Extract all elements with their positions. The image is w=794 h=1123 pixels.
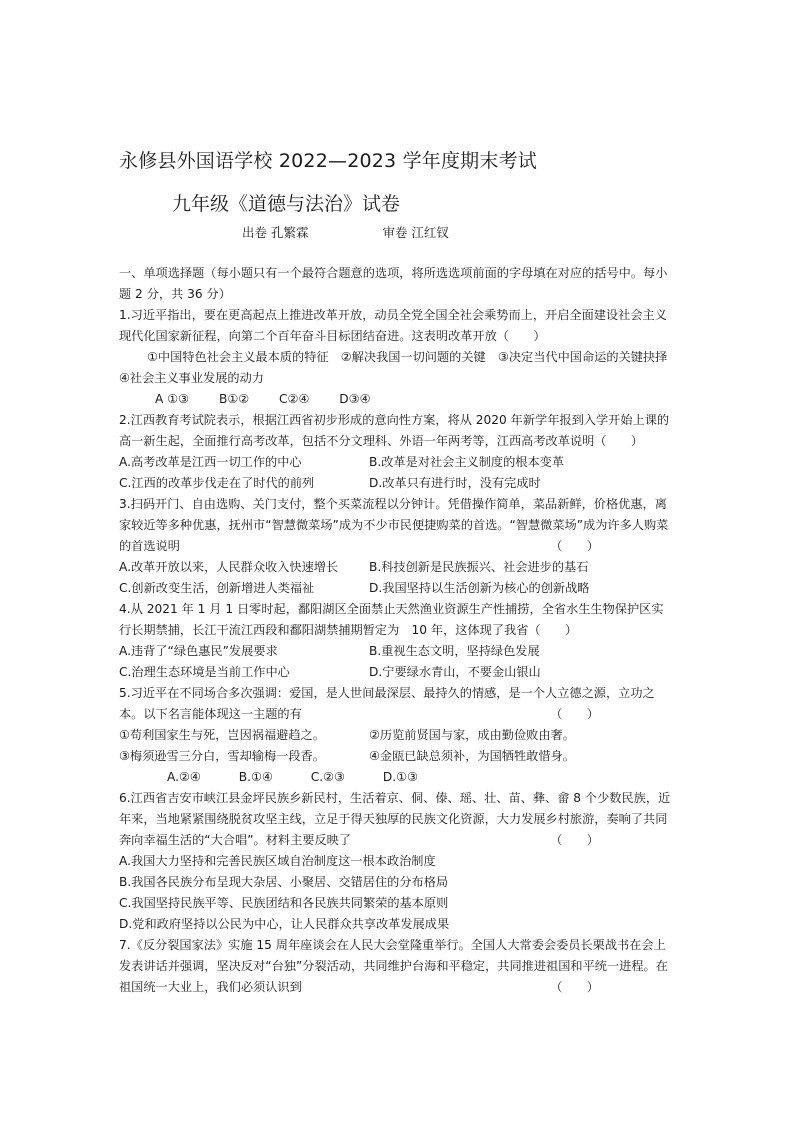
question-4-options-row2 xyxy=(119,662,675,683)
option-a: A.违背了“绿色惠民”发展要求 xyxy=(119,644,278,658)
choice-b: B①② xyxy=(218,392,250,406)
statement-2: ②历览前贤国与家，成由勤俭败由奢。 xyxy=(369,728,575,742)
option-a: A.我国大力坚持和完善民族区域自治制度这一根本政治制度 xyxy=(119,854,436,868)
answer-bracket: （ ） xyxy=(550,980,599,994)
answer-bracket: （ ） xyxy=(550,539,599,553)
choice-d: D③④ xyxy=(339,392,371,406)
reviewer-label: 审卷 江红钗 xyxy=(382,225,449,240)
question-5-choices xyxy=(119,767,675,788)
question-4-options-row1 xyxy=(119,641,675,662)
choice-b: B.①④ xyxy=(238,770,273,784)
answer-bracket: （ ） xyxy=(550,833,599,847)
question-1-stem: 1.习近平指出，要在更高起点上推进改革开放，动员全党全国全社会乘势而上，开启全面建设社会主义现代化国家新征程，向第二个百年奋斗目标团结奋进。这表明改革开放（ ） xyxy=(119,308,667,343)
question-4-stem: 4.从 2021 年 1 月 1 日零时起，鄱阳湖区全面禁止天然渔业资源生产性捕捞，全省水生生物保护区实行长期禁捕，长江干流江西段和鄱阳湖禁捕期暂定为 10 年，这体现了我省（ ） xyxy=(119,602,664,637)
answer-bracket: （ ） xyxy=(550,707,599,721)
option-b: B.改革是对社会主义制度的根本变革 xyxy=(369,455,565,469)
question-6-stem: 6.江西省吉安市峡江县金坪民族乡新民村，生活着京、侗、傣、瑶、壮、苗、彝、畲 8 个少数民族，近年来，当地紧紧围绕脱贫攻坚主线，立足于得天独厚的民族文化资源，大力发展乡村旅游，奏响了共同奔向幸福生活的“大合唱”。材料主要反映了 （ ） xyxy=(119,788,675,851)
question-5-statements-row2 xyxy=(119,746,675,767)
question-2-stem: 2.江西教育考试院表示，根据江西省初步形成的意向性方案，将从 2020 年新学年报到入学开始上课的高一新生起，全面推行高考改革，包括不分文理科、外语一年两考等，江西高考改革说明（ ） xyxy=(119,413,670,448)
option-d: D.我国坚持以生活创新为核心的创新战略 xyxy=(369,581,590,595)
statement-1: ①苟利国家生与死，岂因祸福避趋之。 xyxy=(119,728,325,742)
setter-label: 出卷 孔繁霖 xyxy=(242,225,309,240)
question-5-stem: 5.习近平在不同场合多次强调：爱国，是人世间最深层、最持久的情感，是一个人立德之源，立功之本。以下名言能体现这一主题的有 （ ） xyxy=(119,683,675,725)
exam-subtitle: 九年级《道德与法治》试卷 xyxy=(172,193,401,215)
option-d: D.党和政府坚持以公民为中心，让人民群众共享改革发展成果 xyxy=(119,917,450,931)
question-1-choices xyxy=(119,389,675,410)
option-b: B.科技创新是民族振兴、社会进步的基石 xyxy=(369,560,589,574)
exam-authors xyxy=(242,223,449,241)
question-3-options-row1 xyxy=(119,557,675,578)
option-a: A.高考改革是江西一切工作的中心 xyxy=(119,455,302,469)
choice-a: A ①③ xyxy=(155,392,190,406)
option-c: C.治理生态环境是当前工作中心 xyxy=(119,665,290,679)
section-heading: 一、单项选择题（每小题只有一个最符合题意的选项，将所选选项前面的字母填在对应的括号中。每小题 2 分，共 36 分） xyxy=(119,266,668,301)
exam-content xyxy=(119,263,680,998)
choice-d: D.①③ xyxy=(382,770,418,784)
question-3-stem: 3.扫码开门、自由选购、关门支付，整个买菜流程以分钟计。凭借操作简单，菜品新鲜，价格优惠，离家较近等多种优惠，抚州市“智慧微菜场”成为不少市民便捷购菜的首选。“智慧微菜场”成为许多人购菜的首选说明 （ ） xyxy=(119,494,675,557)
statement-3: ③梅须逊雪三分白，雪却输梅一段香。 xyxy=(119,749,325,763)
option-a: A.改革开放以来，人民群众收入快速增长 xyxy=(119,560,339,574)
option-b: B.我国各民族分布呈现大杂居、小聚居、交错居住的分布格局 xyxy=(119,875,449,889)
option-c: C.江西的改革步伐走在了时代的前列 xyxy=(119,476,315,490)
exam-title: 永修县外国语学校 2022—2023 学年度期末考试 xyxy=(119,150,537,172)
option-c: C.创新改变生活，创新增进人类福祉 xyxy=(119,581,315,595)
statement-4: ④金瓯已缺总须补，为国牺牲敢惜身。 xyxy=(369,749,575,763)
question-2-options-row1 xyxy=(119,452,675,473)
option-b: B.重视生态文明，坚持绿色发展 xyxy=(369,644,540,658)
question-7-stem: 7.《反分裂国家法》实施 15 周年座谈会在人民大会堂隆重举行。全国人大常委会委员长栗战书在会上发表讲话并强调，坚决反对“台独”分裂活动，共同维护台海和平稳定，共同推进祖国和平统一进程。在祖国统一大业上，我们必须认识到 （ ） xyxy=(119,935,675,998)
question-2-options-row2 xyxy=(119,473,675,494)
choice-c: C②④ xyxy=(279,392,310,406)
option-c: C.我国坚持民族平等、民族团结和各民族共同繁荣的基本原则 xyxy=(119,896,449,910)
question-5-statements-row1 xyxy=(119,725,675,746)
option-d: D.宁要绿水青山，不要金山银山 xyxy=(369,665,541,679)
choice-a: A.②④ xyxy=(167,770,201,784)
question-3-options-row2 xyxy=(119,578,675,599)
choice-c: C.②③ xyxy=(310,770,345,784)
question-1-statements: ①中国特色社会主义最本质的特征 ②解决我国一切问题的关键 ③决定当代中国命运的关键抉择 ④社会主义事业发展的动力 xyxy=(119,350,680,385)
option-d: D.改革只有进行时，没有完成时 xyxy=(369,476,541,490)
